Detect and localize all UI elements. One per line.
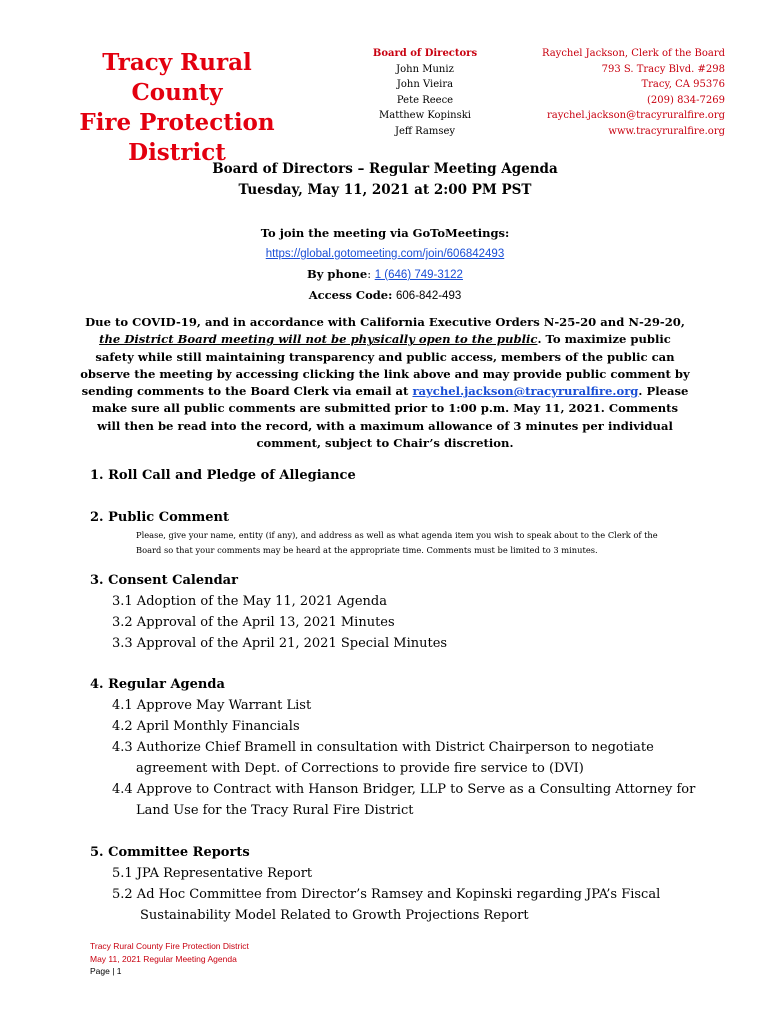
covid-notice: [80, 314, 690, 452]
public-comment-note: [90, 528, 696, 558]
covid-rest: . Please make sure all public comments are submitted prior to 1:00 p.m. May 11, 2021. Comments will then be read into the record, with a maximum allowance of 3 minutes per individual comment, subject to Chair’s discretion.: [91, 384, 689, 451]
public-comment-note-line: Please, give your name, entity (if any), and address as well as what agenda item you wish to speak about to the Clerk of the: [136, 530, 658, 540]
section-heading: 2. Public Comment: [90, 510, 229, 525]
section-heading: 4. Regular Agenda: [90, 677, 225, 692]
join-info: [0, 223, 770, 306]
clerk-email-inline-link[interactable]: raychel.jackson@tracyruralfire.org: [412, 384, 639, 399]
agenda-item-continuation: Land Use for the Tracy Rural Fire District: [136, 803, 414, 818]
clerk-email-link[interactable]: raychel.jackson@tracyruralfire.org: [547, 110, 725, 122]
agenda-item: 3.2 Approval of the April 13, 2021 Minutes: [112, 615, 395, 630]
agenda-item: 4.2 April Monthly Financials: [112, 719, 300, 734]
agenda-item: 5.2 Ad Hoc Committee from Director’s Ramsey and Kopinski regarding JPA’s Fiscal: [112, 887, 661, 902]
clerk-name: Raychel Jackson, Clerk of the Board: [541, 48, 725, 59]
org-title-line: Tracy Rural County: [102, 49, 252, 106]
meeting-link[interactable]: https://global.gotomeeting.com/join/606842493: [265, 248, 505, 260]
agenda-item-continuation: Sustainability Model Related to Growth Projections Report: [140, 908, 529, 923]
agenda-item-continuation: agreement with Dept. of Corrections to provide fire service to (DVI): [136, 761, 584, 776]
section-heading: 5. Committee Reports: [90, 845, 250, 860]
access-code: 606-842-493: [396, 290, 462, 302]
org-title-line: Fire Protection: [79, 109, 275, 136]
section-committee-reports: [90, 842, 660, 926]
phone-separator: :: [367, 267, 375, 281]
section-heading: 1. Roll Call and Pledge of Allegiance: [90, 468, 356, 483]
agenda-item: 3.1 Adoption of the May 11, 2021 Agenda: [112, 594, 387, 609]
board-heading: Board of Directors: [372, 48, 478, 59]
clerk-contact: [465, 46, 725, 140]
clerk-phone: (209) 834-7269: [647, 94, 725, 106]
agenda-title: [0, 159, 770, 201]
agenda-item: 5.1 JPA Representative Report: [112, 866, 313, 881]
clerk-address: 793 S. Tracy Blvd. #298: [601, 63, 725, 75]
board-member: Jeff Ramsey: [394, 125, 456, 137]
page-footer: [90, 940, 249, 978]
phone-link[interactable]: 1 (646) 749-3122: [374, 269, 463, 281]
board-member: John Muniz: [396, 63, 454, 75]
agenda-item: 4.1 Approve May Warrant List: [112, 698, 312, 713]
footer-org: Tracy Rural County Fire Protection District: [90, 941, 249, 951]
footer-doc-title: May 11, 2021 Regular Meeting Agenda: [90, 953, 237, 964]
section-roll-call: [90, 465, 356, 486]
page-number: Page | 1: [90, 966, 122, 976]
agenda-title-text: Board of Directors – Regular Meeting Agenda: [212, 161, 558, 177]
covid-body: . To maximize public safety while still maintaining transparency and public access, members of the public can observe the meeting by accessing clicking the link above and may provide public comment by sending comments to the Board Clerk via email at: [80, 332, 690, 399]
join-heading: To join the meeting via GoToMeetings:: [260, 226, 510, 240]
section-regular-agenda: [90, 674, 695, 821]
public-comment-note-line: Board so that your comments may be heard at the appropriate time. Comments must be limited to 3 minutes.: [136, 545, 598, 555]
covid-emphasis: the District Board meeting will not be physically open to the public: [99, 332, 538, 347]
org-title-line: District: [128, 139, 226, 166]
clerk-city: Tracy, CA 95376: [641, 79, 725, 91]
section-consent-calendar: [90, 570, 447, 654]
agenda-item: 4.4 Approve to Contract with Hanson Bridger, LLP to Serve as a Consulting Attorney for: [112, 782, 696, 797]
phone-label: By phone: [307, 267, 368, 281]
board-member: John Vieira: [396, 79, 454, 91]
section-heading: 3. Consent Calendar: [90, 573, 238, 588]
org-title: [62, 48, 292, 168]
covid-line1: Due to COVID-19, and in accordance with California Executive Orders N-25-20 and N-29-20,: [85, 315, 685, 329]
agenda-item: 3.3 Approval of the April 21, 2021 Special Minutes: [112, 636, 448, 651]
website-link[interactable]: www.tracyruralfire.org: [608, 125, 725, 137]
agenda-datetime: Tuesday, May 11, 2021 at 2:00 PM PST: [238, 182, 532, 198]
access-code-label: Access Code:: [308, 288, 393, 302]
section-public-comment: [90, 507, 696, 558]
board-member: Matthew Kopinski: [379, 110, 471, 122]
agenda-item: 4.3 Authorize Chief Bramell in consultation with District Chairperson to negotiate: [112, 740, 654, 755]
board-member: Pete Reece: [396, 94, 454, 106]
